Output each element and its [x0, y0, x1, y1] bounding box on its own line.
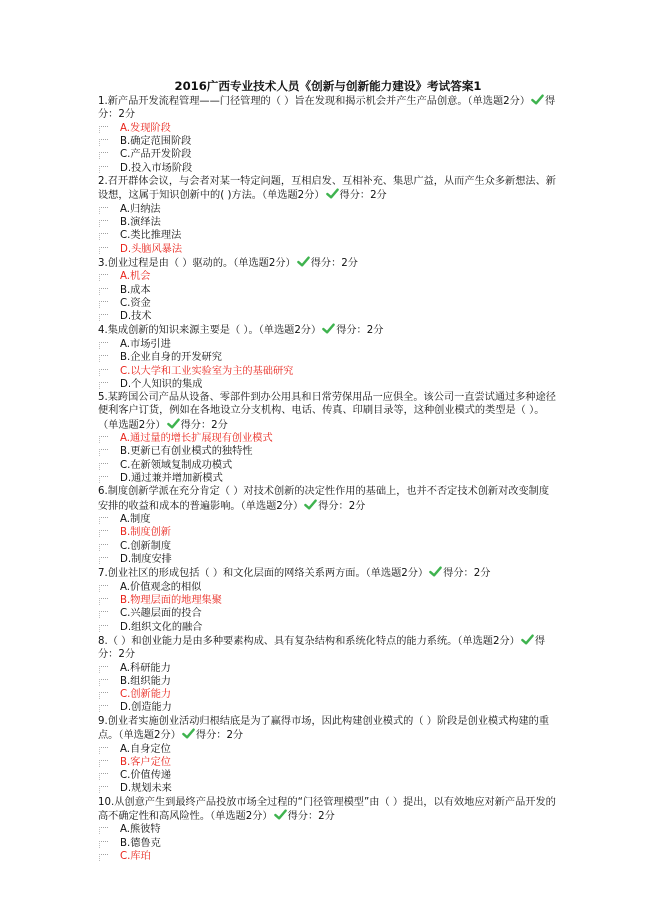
exam-page [98, 79, 558, 863]
option-text: D.技术 [120, 311, 152, 323]
option-text: C.创新制度 [120, 540, 172, 552]
check-icon [297, 256, 310, 267]
option [98, 675, 558, 688]
option-text: D.制度安排 [120, 553, 172, 565]
option-text: C.产品开发阶段 [120, 149, 192, 161]
option [98, 769, 558, 782]
question-text: 6.制度创新学派在充分肯定（ ）对技术创新的决定性作用的基础上，也并不否定技术创新对改变制度安排的收益和成本的普遍影响。（单选题2分） [98, 486, 550, 512]
question-text: 9.创业者实施创业活动归根结底是为了赢得市场，因此构建创业模式的（ ）阶段是创业模式构建的重点。（单选题2分） [98, 715, 550, 742]
question-stem [98, 715, 558, 743]
option-text: B.企业自身的开发研究 [120, 352, 222, 364]
option-marker-icon [99, 747, 108, 754]
option [98, 310, 558, 323]
option-text: D.投入市场阶段 [120, 162, 193, 174]
question-3 [98, 256, 558, 324]
question-stem [98, 566, 558, 580]
option-marker-icon [99, 841, 108, 848]
option-text: A.科研能力 [120, 662, 171, 674]
option-correct [98, 526, 558, 539]
check-icon [304, 499, 317, 510]
option-text: C.以大学和工业实验室为主的基础研究 [120, 365, 294, 377]
option [98, 621, 558, 634]
option-text: C.兴趣层面的投合 [120, 608, 202, 620]
option [98, 513, 558, 526]
score-label: 得分：2分 [180, 419, 228, 431]
option-text: B.更新已有创业模式的独特性 [120, 446, 253, 458]
question-stem [98, 323, 558, 337]
option-marker-icon [99, 207, 108, 214]
check-icon [182, 728, 195, 739]
option-marker-icon [99, 611, 108, 618]
option-text: B.组织能力 [120, 675, 171, 687]
option-text: D.头脑风暴法 [120, 243, 183, 255]
option-correct [98, 432, 558, 445]
option-correct [98, 365, 558, 378]
question-8 [98, 634, 558, 715]
option [98, 607, 558, 620]
option-marker-icon [99, 585, 108, 592]
option-text: C.库珀 [120, 851, 151, 863]
option-marker-icon [99, 382, 108, 389]
option [98, 229, 558, 242]
question-stem [98, 634, 558, 662]
option [98, 553, 558, 566]
option-marker-icon [99, 139, 108, 146]
option-marker-icon [99, 126, 108, 133]
score-label: 得分：2分 [339, 190, 387, 202]
score-label: 得分：2分 [195, 730, 244, 742]
option-text: D.创造能力 [120, 702, 172, 714]
question-1 [98, 94, 558, 175]
option [98, 743, 558, 756]
score-label: 得分：2分 [318, 500, 366, 512]
option [98, 701, 558, 714]
score-label: 得分：2分 [98, 636, 546, 661]
option-marker-icon [99, 705, 108, 712]
check-icon [531, 94, 544, 105]
option-marker-icon [99, 598, 108, 605]
option-text: C.价值传递 [120, 770, 172, 782]
option-text: B.客户定位 [120, 756, 171, 768]
question-text: 2.召开群体会议，与会者对某一特定问题，互相启发、互相补充、集思广益，从而产生众多新想法、新设想，这属于知识创新中的( )方法。（单选题2分） [98, 175, 556, 202]
option-text: A.自身定位 [120, 743, 171, 755]
option [98, 823, 558, 836]
option-correct [98, 756, 558, 769]
question-text: 4.集成创新的知识来源主要是（ ）。（单选题2分） [98, 325, 322, 337]
option-correct [98, 594, 558, 607]
question-5 [98, 391, 558, 485]
option [98, 135, 558, 148]
score-label: 得分：2分 [310, 257, 358, 269]
option-text: D.通过兼并增加新模式 [120, 473, 223, 485]
option-correct [98, 688, 558, 701]
option-marker-icon [99, 247, 108, 254]
option [98, 472, 558, 485]
option-marker-icon [99, 166, 108, 173]
check-icon [326, 188, 339, 199]
question-text: 7.创业社区的形成包括（ ）和文化层面的网络关系两方面。（单选题2分） [98, 568, 429, 580]
option-marker-icon [99, 152, 108, 159]
option [98, 540, 558, 553]
option-text: B.德鲁克 [120, 837, 161, 849]
option-text: B.制度创新 [120, 527, 171, 539]
option [98, 662, 558, 675]
question-6 [98, 485, 558, 566]
score-label: 得分：2分 [336, 325, 384, 337]
option [98, 148, 558, 161]
check-icon [322, 323, 335, 334]
option-marker-icon [99, 436, 108, 443]
option-marker-icon [99, 666, 108, 673]
question-text: 1.新产品开发流程管理——门径管理的（ ）旨在发现和揭示机会并产生产品创意。（单选题2分） [98, 96, 531, 108]
option-marker-icon [99, 449, 108, 456]
option-text: A.市场引进 [120, 338, 171, 350]
check-icon [521, 634, 534, 645]
option [98, 459, 558, 472]
question-10 [98, 796, 558, 864]
question-text: 5.某跨国公司产品从设备、零部件到办公用具和日常劳保用品一应俱全。该公司一直尝试通过多种途径便利客户订货，例如在各地设立分支机构、电话、传真、印刷目录等，这种创业模式的类型是（ ）。（单选题2分） [98, 392, 556, 431]
option-marker-icon [99, 679, 108, 686]
option-marker-icon [99, 625, 108, 632]
option-correct [98, 243, 558, 256]
option-text: C.资金 [120, 297, 151, 309]
option-marker-icon [99, 342, 108, 349]
option-marker-icon [99, 233, 108, 240]
option-marker-icon [99, 463, 108, 470]
option-marker-icon [99, 854, 108, 861]
option [98, 378, 558, 391]
question-stem [98, 256, 558, 270]
option-text: A.发现阶段 [120, 122, 171, 134]
option [98, 445, 558, 458]
option-correct [98, 122, 558, 135]
question-stem [98, 391, 558, 432]
option-marker-icon [99, 530, 108, 537]
option-text: C.在新领域复制成功模式 [120, 459, 233, 471]
option-correct [98, 850, 558, 863]
option-correct [98, 270, 558, 283]
option-text: A.通过量的增长扩展现有创业模式 [120, 433, 273, 445]
option-text: A.归纳法 [120, 203, 161, 215]
option-marker-icon [99, 288, 108, 295]
option-text: C.创新能力 [120, 689, 172, 701]
option [98, 297, 558, 310]
option [98, 782, 558, 795]
option-marker-icon [99, 557, 108, 564]
option-text: B.确定范围阶段 [120, 136, 192, 148]
option [98, 837, 558, 850]
question-text: 10.从创意产生到最终产品投放市场全过程的“门径管理模型”由（ ）提出，以有效地应对新产品开发的高不确定性和高风险性。（单选题2分） [98, 796, 556, 823]
option-marker-icon [99, 355, 108, 362]
option-marker-icon [99, 760, 108, 767]
option [98, 216, 558, 229]
option-text: B.物理层面的地理集聚 [120, 594, 222, 606]
question-stem [98, 175, 558, 203]
document-title: 2016广西专业技术人员《创新与创新能力建设》考试答案1 [174, 79, 482, 93]
option [98, 203, 558, 216]
score-label: 得分：2分 [443, 568, 491, 580]
option-marker-icon [99, 274, 108, 281]
score-label: 得分：2分 [98, 96, 556, 121]
question-2 [98, 175, 558, 256]
option-text: A.制度 [120, 514, 151, 526]
option [98, 284, 558, 297]
option-marker-icon [99, 544, 108, 551]
option-text: A.价值观念的相似 [120, 581, 202, 593]
question-text: 8.（ ）和创业能力是由多种要素构成、具有复杂结构和系统化特点的能力系统。（单选题2分） [98, 636, 520, 647]
question-4 [98, 323, 558, 391]
option-marker-icon [99, 476, 108, 483]
option [98, 351, 558, 364]
option-marker-icon [99, 517, 108, 524]
question-stem [98, 94, 558, 122]
question-stem [98, 485, 558, 513]
option-marker-icon [99, 786, 108, 793]
check-icon [429, 566, 442, 577]
question-stem [98, 796, 558, 824]
question-text: 3.创业过程是由（ ）驱动的。（单选题2分） [98, 257, 296, 269]
score-label: 得分：2分 [287, 811, 335, 823]
option-text: D.组织文化的融合 [120, 621, 203, 633]
option-text: D.规划未来 [120, 783, 172, 795]
option-marker-icon [99, 773, 108, 780]
question-7 [98, 566, 558, 634]
option-text: B.演绎法 [120, 216, 161, 228]
option-text: C.类比推理法 [120, 230, 182, 242]
option-text: B.成本 [120, 284, 151, 296]
question-9 [98, 715, 558, 796]
option-text: A.熊彼特 [120, 824, 161, 836]
option-marker-icon [99, 369, 108, 376]
option [98, 338, 558, 351]
option-text: D.个人知识的集成 [120, 378, 203, 390]
option [98, 581, 558, 594]
check-icon [167, 418, 180, 429]
option [98, 162, 558, 175]
option-marker-icon [99, 827, 108, 834]
option-marker-icon [99, 692, 108, 699]
option-marker-icon [99, 314, 108, 321]
check-icon [274, 809, 287, 820]
option-marker-icon [99, 220, 108, 227]
option-marker-icon [99, 301, 108, 308]
option-text: A.机会 [120, 271, 151, 283]
question-list [98, 94, 558, 863]
